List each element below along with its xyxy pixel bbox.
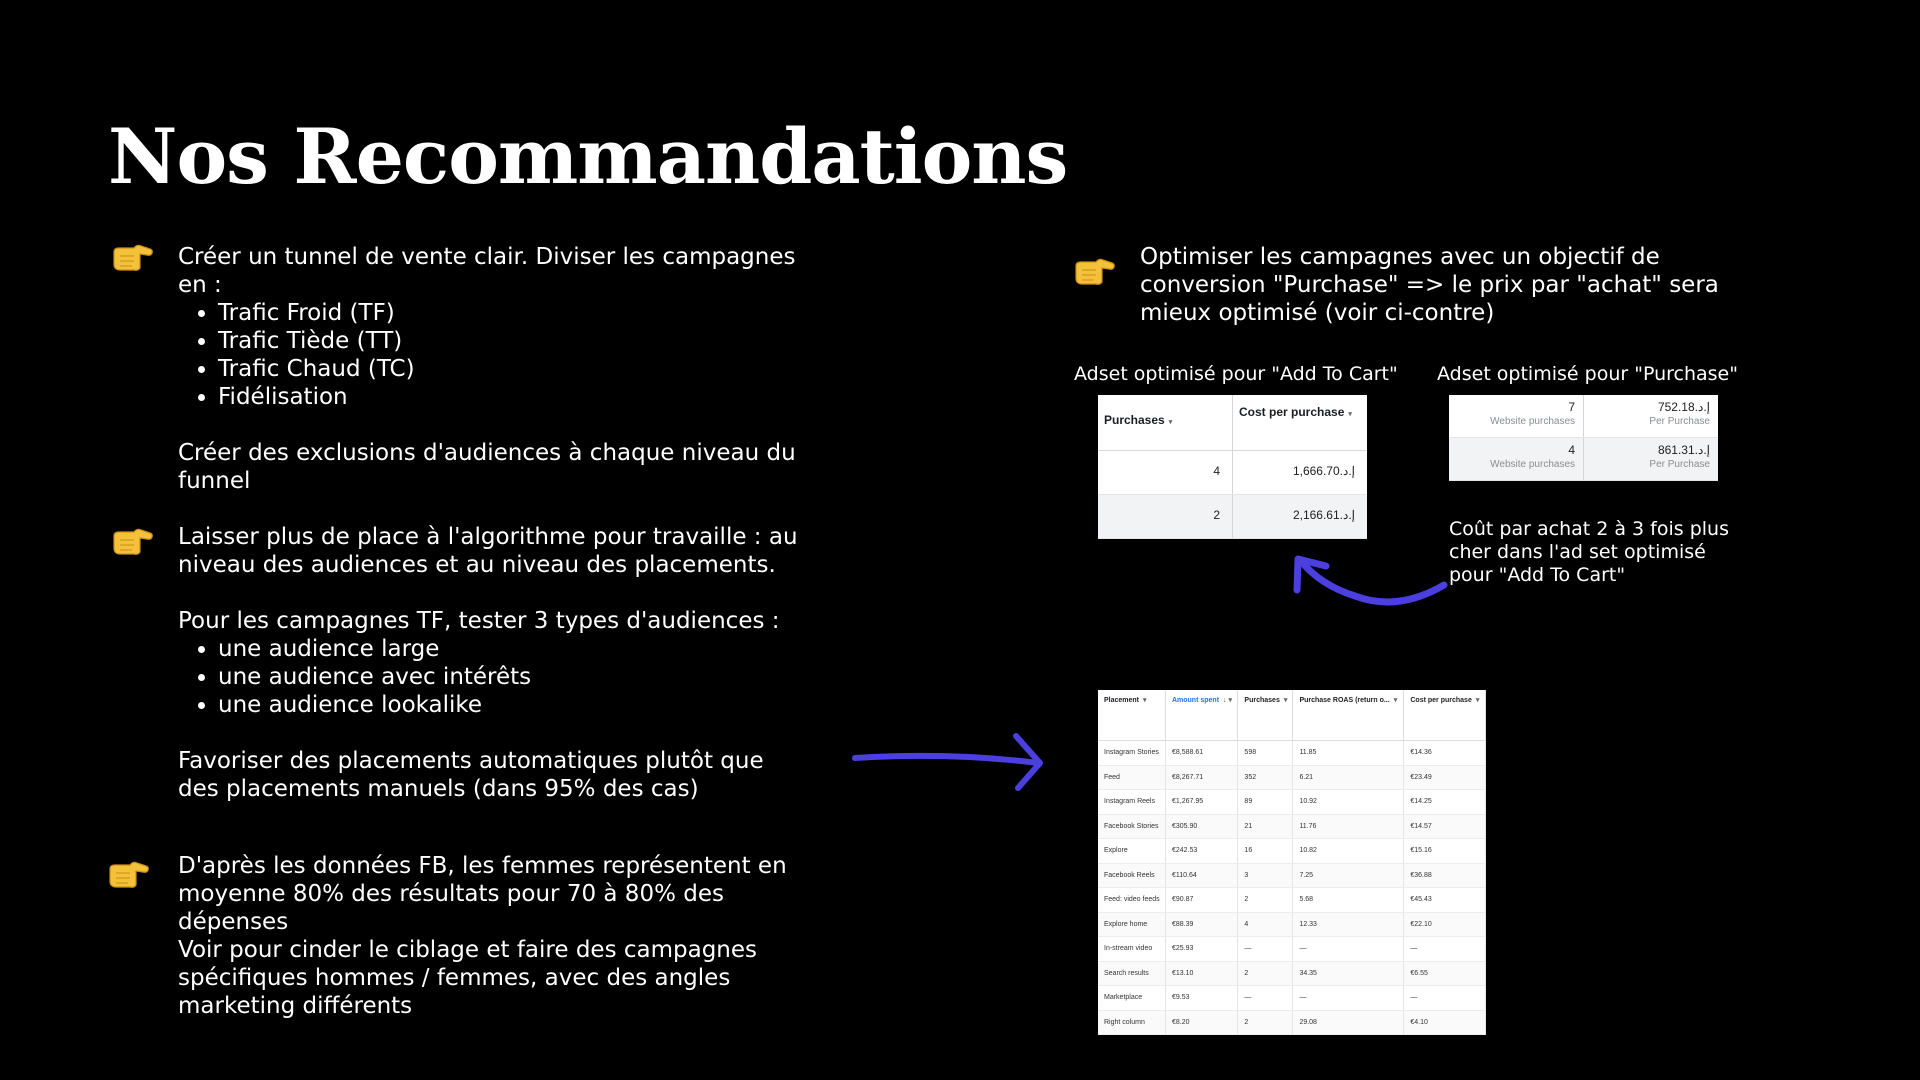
list-item: • Trafic Froid (TF) [218,299,808,327]
recommendation-conversion: Optimiser les campagnes avec un objectif de conversion "Purchase" => le prix par "achat" sera mieux optimisé (voir ci-contre) [1140,244,1719,326]
table-cell: €1,267.95 [1165,790,1237,815]
table-cell: Instagram Stories [1098,741,1165,766]
table-cell: Facebook Stories [1098,814,1165,839]
table-cell: €9.53 [1165,986,1237,1011]
table-cell: — [1238,937,1293,962]
table-cell: €14.57 [1404,814,1486,839]
table-cell: 34.35 [1293,961,1404,986]
right-arrow-icon [855,736,1040,788]
table-cell: €6.55 [1404,961,1486,986]
audience-intro: Pour les campagnes TF, tester 3 types d'audiences : [178,608,780,634]
table-cell: €8,267.71 [1165,765,1237,790]
table-cell: 2,166.61.إ.د [1292,508,1355,522]
table-cell: €14.25 [1404,790,1486,815]
table-cell: 4 [1238,912,1293,937]
table-cell: 1,666.70.إ.د [1292,464,1355,478]
table-cell: 7 Website purchases [1449,395,1584,437]
column-header: Amount spent ↓ ▾ [1165,690,1237,741]
table-cell: — [1404,986,1486,1011]
column-header: Cost per purchase ▾ [1404,690,1486,741]
table-cell: €88.39 [1165,912,1237,937]
table-cell: 2 [1098,495,1233,538]
table-cell: Feed: video feeds [1098,888,1165,913]
table-cell: €25.93 [1165,937,1237,962]
table-cell: Facebook Reels [1098,863,1165,888]
table-cell: 89 [1238,790,1293,815]
table-cell: €14.36 [1404,741,1486,766]
table-cell: 5.68 [1293,888,1404,913]
gender-text-2: Voir pour cinder le ciblage et faire des campagnes spécifiques hommes / femmes, avec des angles marketing différents [178,937,758,1019]
table-cell: 752.18.إ.د Per Purchase [1649,400,1710,427]
table-cell: — [1238,986,1293,1011]
placement-note: Favoriser des placements automatiques plutôt que des placements manuels (dans 95% des cas) [178,748,764,802]
table-cell: 2 [1238,961,1293,986]
table-cell: €4.10 [1404,1010,1486,1035]
table-cell: €23.49 [1404,765,1486,790]
table-cell: €15.16 [1404,839,1486,864]
table-cell: 2 [1238,888,1293,913]
page-title: Nos Recommandations [108,112,1068,201]
table-cell: Feed [1098,765,1165,790]
list-item: • Fidélisation [218,383,808,411]
table-cell: 10.92 [1293,790,1404,815]
table-cell: €45.43 [1404,888,1486,913]
table-cell: — [1293,937,1404,962]
table-cell: €110.64 [1165,863,1237,888]
table-cell: 598 [1238,741,1293,766]
table-cell: Search results [1098,961,1165,986]
curved-arrow-icon [1297,559,1444,602]
chevron-down-icon: ▾ [1348,411,1352,418]
table-cell: 4 Website purchases [1449,438,1584,480]
column-header: Cost per purchase ▾ [1239,405,1352,419]
table-cell: 861.31.إ.د Per Purchase [1649,443,1710,470]
table-cell: 352 [1238,765,1293,790]
list-item: • Trafic Tiède (TT) [218,327,808,355]
label-add-to-cart: Adset optimisé pour "Add To Cart" [1074,363,1398,385]
algorithm-intro: Laisser plus de place à l'algorithme pour travaille : au niveau des audiences et au niveau des placements. [178,524,798,578]
table-cell: 21 [1238,814,1293,839]
table-cell: Right column [1098,1010,1165,1035]
table-cell: 11.85 [1293,741,1404,766]
column-header: Purchase ROAS (return o... ▾ [1293,690,1404,741]
cost-comparison-note: Coût par achat 2 à 3 fois plus cher dans l'ad set optimisé pour "Add To Cart" [1449,518,1729,586]
table-cell: 7.25 [1293,863,1404,888]
table-cell: €13.10 [1165,961,1237,986]
table-cell: Instagram Reels [1098,790,1165,815]
table-cell: 11.76 [1293,814,1404,839]
table-cell: Explore [1098,839,1165,864]
table-cell: €22.10 [1404,912,1486,937]
table-cell: 3 [1238,863,1293,888]
table-cell: 10.82 [1293,839,1404,864]
table-cell: 12.33 [1293,912,1404,937]
label-purchase: Adset optimisé pour "Purchase" [1437,363,1738,385]
table-cell: 6.21 [1293,765,1404,790]
table-cell: — [1293,986,1404,1011]
table-cell: — [1404,937,1486,962]
table-cell: Explore home [1098,912,1165,937]
gender-text: D'après les données FB, les femmes représentent en moyenne 80% des résultats pour 70 à 80% des dépenses [178,853,787,935]
table-cell: In-stream video [1098,937,1165,962]
table-cell: 2 [1238,1010,1293,1035]
list-item: • Trafic Chaud (TC) [218,355,808,383]
table-cell: €242.53 [1165,839,1237,864]
column-header: Purchases ▾ [1098,395,1233,450]
table-cell: €8,588.61 [1165,741,1237,766]
table-cell: 16 [1238,839,1293,864]
column-header: Placement ▾ [1098,690,1165,741]
funnel-note: Créer des exclusions d'audiences à chaque niveau du funnel [178,440,796,494]
column-header: Purchases ▾ [1238,690,1293,741]
table-cell: €90.87 [1165,888,1237,913]
list-item: • une audience large [218,635,808,663]
chevron-down-icon: ▾ [1168,419,1173,426]
list-item: • une audience avec intérêts [218,663,808,691]
table-cell: €36.88 [1404,863,1486,888]
table-cell: €305.90 [1165,814,1237,839]
table-cell: €8.20 [1165,1010,1237,1035]
table-cell: Marketplace [1098,986,1165,1011]
table-cell: 4 [1098,451,1233,494]
table-cell: 29.08 [1293,1010,1404,1035]
list-item: • une audience lookalike [218,691,808,719]
funnel-intro: Créer un tunnel de vente clair. Diviser les campagnes en : [178,244,796,298]
